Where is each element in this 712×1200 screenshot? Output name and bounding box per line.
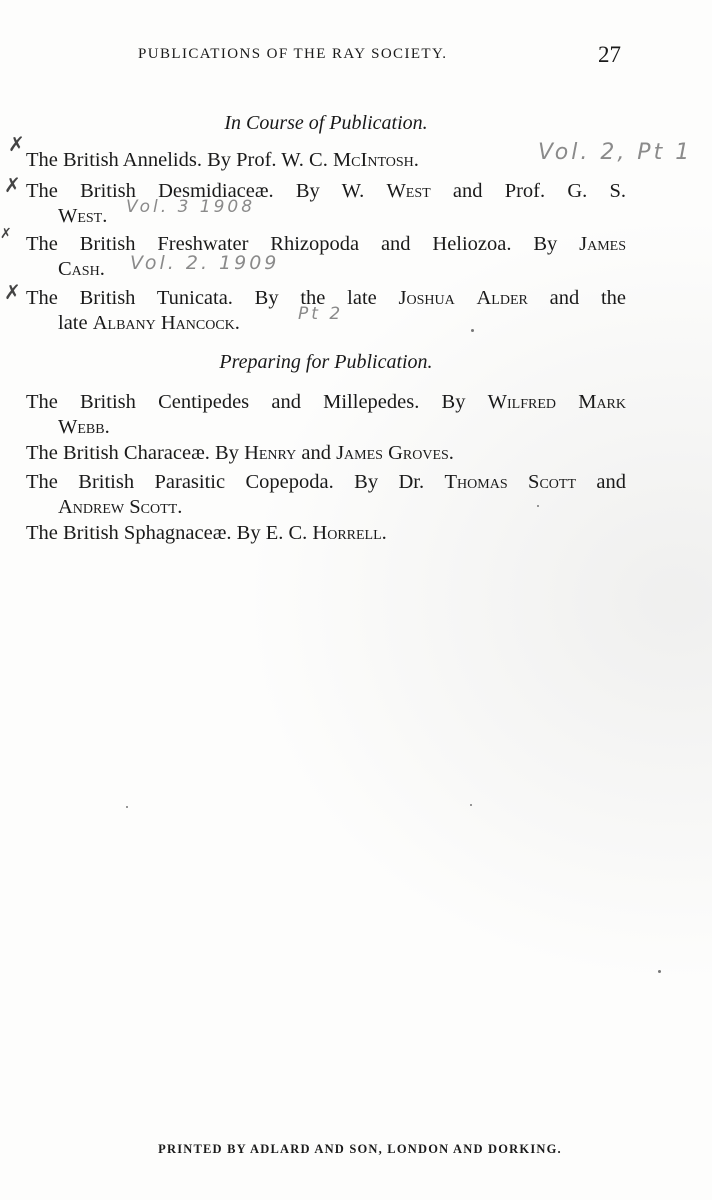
handwritten-annotation: Vol. 2, Pt 1	[538, 140, 693, 165]
entry-centipedes	[26, 390, 626, 440]
entry-desmidiaceae	[26, 179, 626, 229]
entry-line-continued: Webb.	[58, 416, 110, 438]
paper-speck	[471, 329, 474, 332]
entry-line: The British Freshwater Rhizopoda and Heliozoa. By James	[26, 233, 626, 255]
entry-sphagnaceae	[26, 521, 626, 546]
entry-line: The British Annelids. By Prof. W. C. McIntosh.	[26, 149, 419, 171]
handwritten-annotation: Pt 2	[298, 304, 344, 324]
entry-line-continued: West.	[58, 205, 108, 227]
entry-line: The British Centipedes and Millepedes. By Wilfred Mark	[26, 391, 627, 413]
tick-mark-icon: ✗	[0, 226, 12, 242]
entry-characeae	[26, 441, 626, 466]
section-heading-preparing: Preparing for Publication.	[219, 351, 433, 373]
entry-line: The British Desmidiaceæ. By W. West and Prof. G. S.	[26, 180, 626, 202]
tick-mark-icon: ✗	[4, 173, 21, 197]
paper-speck	[126, 806, 128, 808]
page-number: 27	[598, 42, 621, 67]
paper-speck	[537, 505, 539, 507]
handwritten-annotation: Vol. 3 1908	[126, 197, 256, 217]
entry-line: The British Tunicata. By the late Joshua Alder and the	[26, 287, 626, 309]
entry-line: The British Sphagnaceæ. By E. C. Horrell.	[26, 522, 387, 544]
tick-mark-icon: ✗	[4, 280, 21, 304]
entry-rhizopoda	[26, 232, 626, 282]
running-title: PUBLICATIONS OF THE RAY SOCIETY.	[138, 46, 448, 62]
entry-line-continued: late Albany Hancock.	[58, 312, 240, 334]
entry-line: The British Parasitic Copepoda. By Dr. Thomas Scott and	[26, 471, 627, 493]
paper-speck	[470, 804, 472, 806]
entry-line: The British Characeæ. By Henry and James Groves.	[26, 442, 454, 464]
entry-copepoda	[26, 470, 626, 520]
entry-annelids	[26, 148, 626, 173]
handwritten-annotation: Vol. 2. 1909	[130, 252, 280, 274]
tick-mark-icon: ✗	[8, 132, 25, 156]
entry-line-continued: Andrew Scott.	[58, 496, 183, 518]
running-head	[0, 42, 712, 72]
paper-speck	[658, 970, 661, 973]
printer-imprint: PRINTED BY ADLARD AND SON, LONDON AND DORKING.	[158, 1142, 562, 1156]
entry-line-continued: Cash.	[58, 258, 105, 280]
section-heading-in-course: In Course of Publication.	[224, 112, 428, 134]
